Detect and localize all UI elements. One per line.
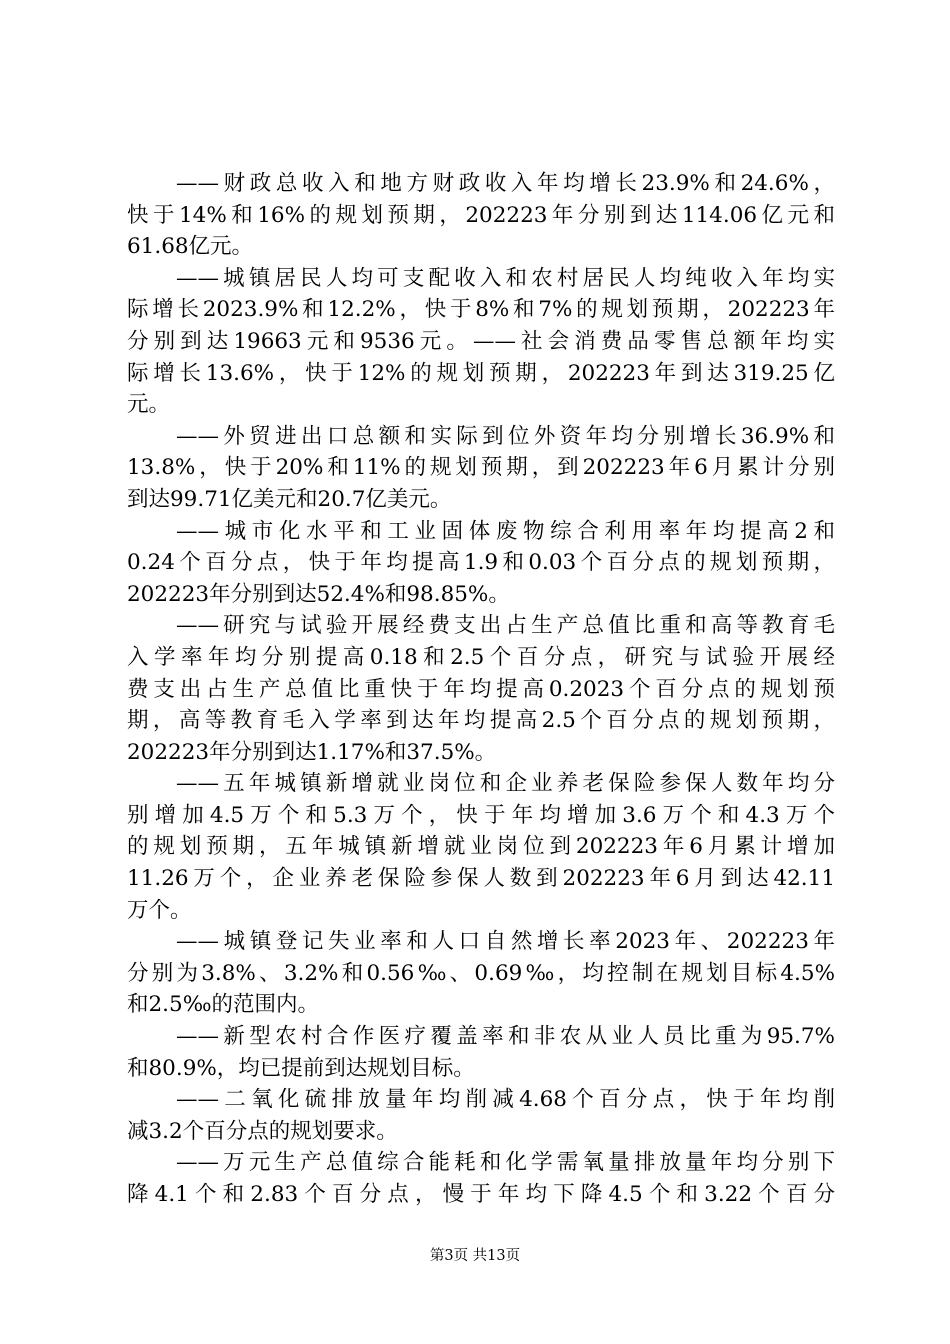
text-line: 期，高等教育毛入学率到达年均提高2.5个百分点的规划预期， — [127, 708, 835, 734]
text-line: ——五年城镇新增就业岗位和企业养老保险参保人数年均分 — [176, 771, 835, 797]
text-line: 元。 — [127, 392, 171, 418]
text-line: 减3.2个百分点的规划要求。 — [127, 1118, 398, 1144]
text-line: ——外贸进出口总额和实际到位外资年均分别增长36.9%和 — [176, 423, 835, 449]
text-line: 和2.5‰的范围内。 — [127, 992, 320, 1018]
text-line: 快于14%和16%的规划预期，202223年分别到达114.06亿元和 — [127, 202, 835, 228]
text-line: 61.68亿元。 — [127, 234, 254, 260]
text-line: 202223年分别到达1.17%和37.5%。 — [127, 739, 497, 765]
text-line: 万个。 — [127, 897, 192, 923]
text-line: ——新型农村合作医疗覆盖率和非农从业人员比重为95.7% — [176, 1024, 835, 1050]
text-line: 际增长2023.9%和12.2%，快于8%和7%的规划预期，202223年 — [127, 297, 835, 323]
text-line: 分别为3.8%、3.2%和0.56‰、0.69‰，均控制在规划目标4.5% — [127, 960, 835, 986]
text-line: 0.24个百分点，快于年均提高1.9和0.03个百分点的规划预期， — [127, 550, 835, 576]
text-line: ——城市化水平和工业固体废物综合利用率年均提高2和 — [176, 518, 835, 544]
text-line: 的规划预期，五年城镇新增就业岗位到202223年6月累计增加 — [127, 834, 835, 860]
text-line: ——万元生产总值综合能耗和化学需氧量排放量年均分别下 — [176, 1150, 835, 1176]
text-line: ——二氧化硫排放量年均削减4.68个百分点，快于年均削 — [176, 1087, 835, 1113]
text-line: ——财政总收入和地方财政收入年均增长23.9%和24.6%， — [176, 171, 835, 196]
text-line: ——城镇登记失业率和人口自然增长率2023年、202223年 — [176, 929, 835, 955]
text-line: 和80.9%，均已提前到达规划目标。 — [127, 1055, 475, 1081]
text-line: 11.26万个，企业养老保险参保人数到202223年6月到达42.11 — [127, 866, 835, 892]
text-line: 入学率年均分别提高0.18和2.5个百分点，研究与试验开展经 — [127, 644, 835, 670]
text-line: 到达99.71亿美元和20.7亿美元。 — [127, 486, 452, 512]
text-line: ——研究与试验开展经费支出占生产总值比重和高等教育毛 — [176, 613, 835, 639]
text-line: 13.8%，快于20%和11%的规划预期，到202223年6月累计分别 — [127, 455, 835, 481]
document-body — [127, 168, 835, 1211]
page-footer: 第3页 共13页 — [429, 1248, 521, 1264]
text-line: 际增长13.6%，快于12%的规划预期，202223年到达319.25亿 — [127, 360, 835, 386]
text-line: 202223年分别到达52.4%和98.85%。 — [127, 581, 510, 607]
text-line: 分别到达19663元和9536元。——社会消费品零售总额年均实 — [127, 328, 835, 354]
text-line: 降4.1个和2.83个百分点，慢于年均下降4.5个和3.22个百分 — [127, 1182, 835, 1207]
text-line: 费支出占生产总值比重快于年均提高0.2023个百分点的规划预 — [127, 676, 835, 702]
text-line: 别增加4.5万个和5.3万个，快于年均增加3.6万个和4.3万个 — [127, 802, 835, 828]
text-line: ——城镇居民人均可支配收入和农村居民人均纯收入年均实 — [176, 265, 835, 291]
